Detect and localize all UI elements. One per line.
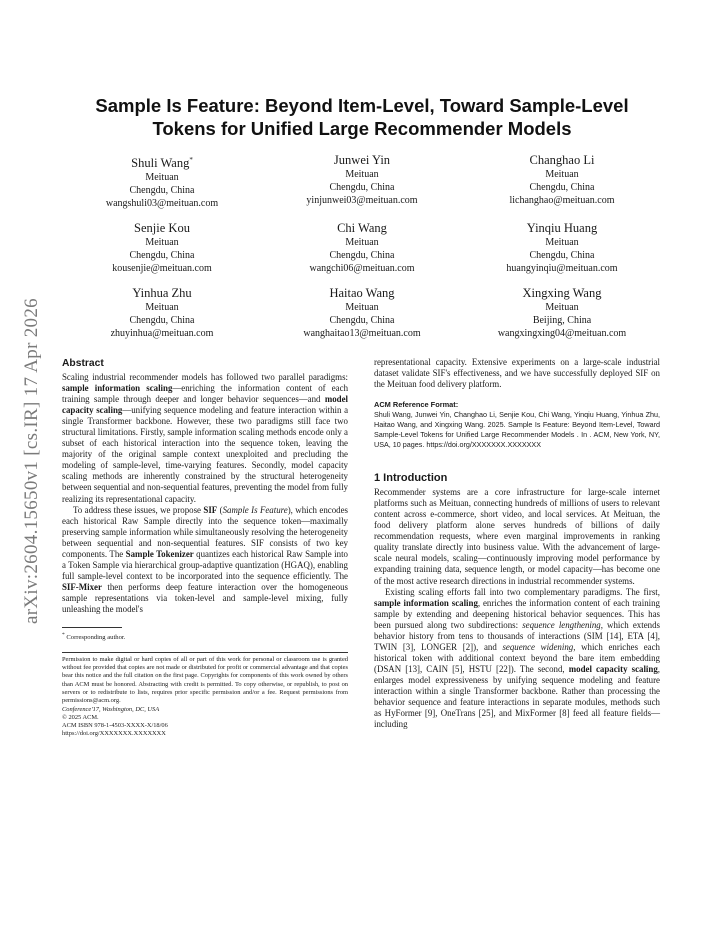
- author-affiliation: Meituan: [345, 237, 379, 249]
- author-email: lichanghao@meituan.com: [509, 195, 615, 206]
- emphasis: sample information scaling: [374, 597, 478, 608]
- introduction-paragraph: Recommender systems are a core infrastructure for large-scale internet platforms such as Meituan, connecting hundreds of millions of users to relevant content across e-commerce, short video, and local services. At Meituan, the food delivery platform alone serves hundreds of billions of daily recommendation requests, where even marginal improvements in ranking quality translate directly into business value. With the advancement of large-scale neural models, scaling—continuously improving model performance by expanding training data, sequence length, or model capacity—has become one of the most active research directions in industrial recommender systems.: [374, 487, 660, 586]
- left-column: [62, 357, 348, 739]
- author-location: Chengdu, China: [529, 182, 595, 193]
- arxiv-identifier: arXiv:2604.15650v1 [cs.IR] 17 Apr 2026: [21, 298, 42, 624]
- copyright-line: © 2025 ACM.: [62, 713, 99, 721]
- author-affiliation: Meituan: [345, 302, 379, 314]
- author-location: Chengdu, China: [329, 315, 395, 327]
- permission-notice: Permission to make digital or hard copies of all or part of this work for personal or classroom use is granted without fee provided that copies are not made or distributed for profit or commercial advantage and that copies bear this notice and the full citation on the first page. Copyrights for components of this work owned by others than ACM must be honored. Abstracting with credit is permitted. To copy otherwise, or republish, to post on servers or to redistribute to lists, requires prior specific permission and/or a fee. Request permissions from permissions@acm.org.: [62, 655, 348, 705]
- author-entry: [62, 285, 262, 340]
- author-name: Senjie Kou: [134, 221, 190, 236]
- author-name: Junwei Yin: [333, 153, 391, 167]
- emphasis: SIF: [203, 504, 218, 515]
- introduction-heading: 1 Introduction: [374, 472, 448, 485]
- acm-reference-heading: ACM Reference Format:: [374, 400, 459, 410]
- introduction-paragraph: Existing scaling efforts fall into two complementary paradigms. The first, sample information scaling, enriches the information content of each training sample by extending and deepening historical behavior sequences. This has been pursued along two subdirections: sequence lengthening, which extends behavior history from tens to thousands of interactions (SIM [14], ETA [4], TWIN [3], LONGER [2]), and sequence widening, which enriches each historical token with additional context beyond the bare item embedding (DSAN [13], CAIN [5], HSTU [22]). The second, model capacity scaling, enlarges model expressiveness by unifying sequence modeling and feature interaction within a single Transformer backbone. Rather than processing the behavior sequence and feature interactions in separate modules, methods such as HyFormer [9], OneTrans [25], and MixFormer [8] feed all feature fields—including: [374, 586, 660, 730]
- abstract-continuation: representational capacity. Extensive experiments on a large-scale industrial dataset validate SIF's effectiveness, and we have successfully deployed SIF on the Meituan food delivery platform.: [374, 357, 660, 390]
- author-affiliation: Meituan: [345, 169, 379, 180]
- author-block: [62, 152, 662, 340]
- author-entry: [462, 152, 662, 210]
- abstract-paragraph: To address these issues, we propose SIF (Sample Is Feature), which encodes each historical Raw Sample directly into the sequence token—maximally preserving sample information while simultaneously resolving the heterogeneity between sequential and non-sequential features. SIF consists of two key components. The Sample Tokenizer quantizes each historical Raw Sample into a Token Sample via hierarchical group-adaptive quantization (HGAQ), enabling full sample-level context to be incorporated into the sequence efficiently. The SIF-Mixer then performs deep feature interaction over the homogeneous sample representations via token-level and sample-level mixing, fully unleashing the model's: [62, 504, 348, 614]
- author-location: Chengdu, China: [329, 182, 395, 193]
- footnote: * Corresponding author.: [62, 632, 126, 642]
- emphasis: Sample Tokenizer: [125, 548, 194, 559]
- author-email: kousenjie@meituan.com: [112, 263, 212, 275]
- author-email: wangxingxing04@meituan.com: [497, 328, 627, 340]
- author-entry: [262, 220, 462, 275]
- author-name: Yinhua Zhu: [132, 286, 192, 301]
- author-name: Yinqiu Huang: [526, 221, 598, 236]
- author-affiliation: Meituan: [545, 302, 579, 314]
- author-location: Chengdu, China: [129, 315, 195, 327]
- abstract-paragraph: Scaling industrial recommender models has followed two parallel paradigms: sample information scaling—enriching the information content of each training sample through deeper and longer behavior sequences—and model capacity scaling—unifying sequence modeling and feature interaction within a single Transformer backbone. However, these two paradigms still face two structural limitations. Firstly, sample information scaling methods encode only a subset of each historical interaction into the sequence token, leaving the majority of the original sample context unexploited and precluding the modeling of sample-level, time-varying features. Secondly, model capacity scaling methods are inherently constrained by the structural heterogeneity between sequential and non-sequential features, preventing the model from fully realizing its representational capacity.: [62, 372, 349, 504]
- author-name: Shuli Wang: [131, 156, 190, 171]
- emphasis: model capacity scaling: [568, 663, 658, 674]
- author-affiliation: Meituan: [545, 169, 579, 180]
- author-location: Beijing, China: [532, 315, 592, 327]
- emphasis: model capacity scaling: [62, 394, 348, 416]
- author-email: zhuyinhua@meituan.com: [110, 328, 214, 340]
- author-affiliation: Meituan: [145, 302, 179, 314]
- author-location: Chengdu, China: [529, 250, 595, 262]
- author-entry: [462, 220, 662, 275]
- author-name: Changhao Li: [529, 153, 595, 167]
- author-email: wangshuli03@meituan.com: [105, 198, 219, 210]
- isbn-line: ACM ISBN 978-1-4503-XXXX-X/18/06: [62, 722, 168, 730]
- right-column: [374, 357, 660, 730]
- author-email: huangyinqiu@meituan.com: [506, 263, 618, 275]
- emphasis: sample information scaling: [62, 383, 173, 394]
- venue-line: Conference'17, Washington, DC, USA: [62, 705, 160, 713]
- author-entry: [62, 152, 262, 210]
- author-name: Haitao Wang: [329, 286, 395, 301]
- author-entry: [462, 285, 662, 340]
- author-location: Chengdu, China: [129, 250, 195, 262]
- author-location: Chengdu, China: [129, 185, 195, 197]
- author-entry: [262, 152, 462, 210]
- emphasis: sequence widening: [502, 641, 574, 652]
- author-name: Xingxing Wang: [522, 286, 602, 301]
- acm-reference-text: Shuli Wang, Junwei Yin, Changhao Li, Senjie Kou, Chi Wang, Yinqiu Huang, Yinhua Zhu, Haitao Wang, and Xingxing Wang. 2025. Sample Is Feature: Beyond Item-Level, Toward Sample-Level Tokens for Unified Large Recommender Models . In . ACM, New York, NY, USA, 10 pages. https://doi.org/XXXXXXX.XXXXXXX: [374, 410, 660, 450]
- author-location: Chengdu, China: [329, 250, 395, 262]
- abstract-heading: Abstract: [62, 358, 104, 369]
- emphasis: sequence lengthening: [522, 619, 601, 630]
- permission-divider: [62, 652, 348, 653]
- author-email: wangchi06@meituan.com: [309, 263, 415, 275]
- author-email: wanghaitao13@meituan.com: [303, 328, 421, 340]
- author-affiliation: Meituan: [545, 237, 579, 249]
- corresponding-mark: *: [189, 156, 193, 164]
- author-entry: [262, 285, 462, 340]
- footnote-divider: [62, 627, 122, 628]
- emphasis: Sample Is Feature: [222, 504, 288, 515]
- author-name: Chi Wang: [337, 221, 387, 236]
- author-affiliation: Meituan: [145, 237, 179, 249]
- emphasis: SIF-Mixer: [62, 581, 102, 592]
- author-entry: [62, 220, 262, 275]
- author-affiliation: Meituan: [145, 172, 179, 184]
- doi-link[interactable]: https://doi.org/XXXXXXX.XXXXXXX: [62, 730, 166, 738]
- paper-title: Sample Is Feature: Beyond Item-Level, Toward Sample-Level Tokens for Unified Large Recommender Models: [95, 95, 629, 139]
- author-email: yinjunwei03@meituan.com: [306, 195, 418, 206]
